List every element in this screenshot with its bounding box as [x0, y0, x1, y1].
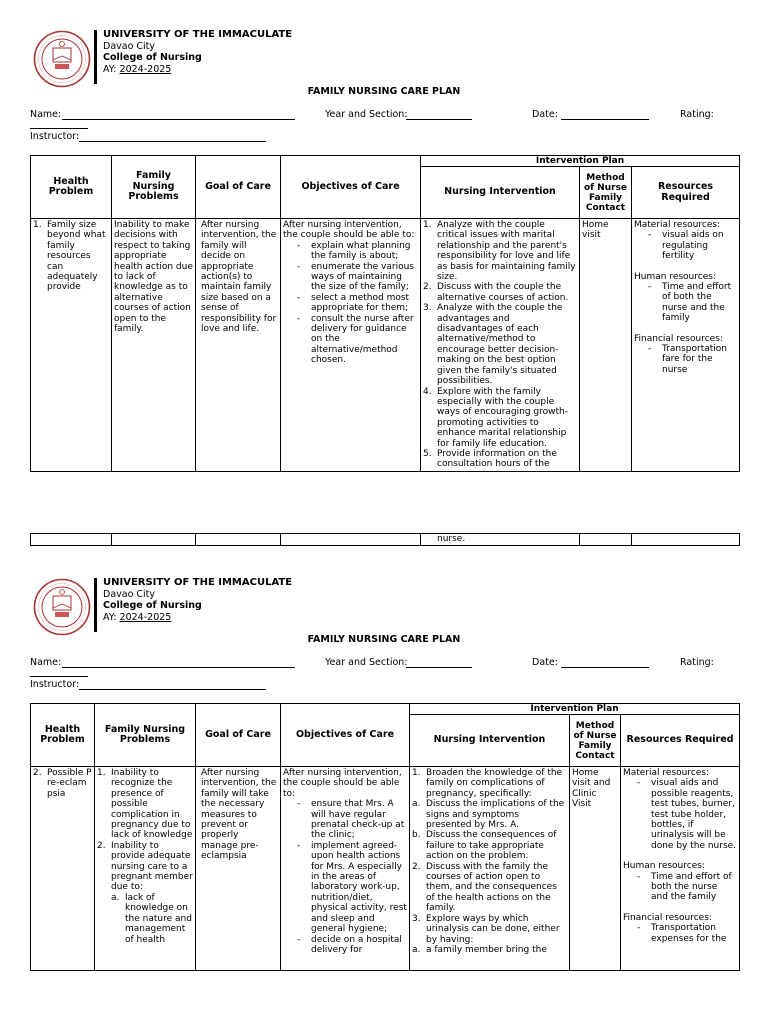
name-field[interactable]	[62, 667, 295, 668]
health-problem-cell: 1. Family size beyond what family resources can adequately provide	[31, 219, 112, 472]
continued-cell-empty	[632, 534, 740, 546]
year-section-label: Year and Section:	[325, 657, 408, 668]
year-section-field[interactable]	[406, 119, 472, 120]
header-family-nursing-problems: Family Nursing Problems	[95, 704, 196, 767]
rating-label: Rating:	[680, 109, 714, 120]
name-label: Name:	[30, 657, 62, 668]
form-title: FAMILY NURSING CARE PLAN	[307, 634, 461, 645]
rating-field[interactable]	[30, 676, 88, 677]
instructor-label: Instructor:	[30, 131, 80, 142]
header-objectives-of-care: Objectives of Care	[281, 156, 421, 219]
header-method-of-contact: Method of Nurse Family Contact	[570, 715, 621, 767]
header-intervention-plan: Intervention Plan	[421, 156, 740, 167]
header-intervention-plan: Intervention Plan	[410, 704, 740, 715]
academic-year: AY: 2024-2025	[103, 611, 172, 623]
continued-cell-empty	[196, 534, 281, 546]
name-field[interactable]	[62, 119, 295, 120]
goal-of-care-cell: After nursing intervention, the family will decide on appropriate action(s) to maintain family size based on a sense of responsibility for love and life.	[196, 219, 281, 472]
date-label: Date:	[532, 109, 558, 120]
header-family-nursing-problems: Family Nursing Problems	[112, 156, 196, 219]
college-name: College of Nursing	[103, 600, 202, 611]
family-nursing-problem-cell: Inability to make decisions with respect to taking appropriate health action due to lack of knowledge as to alternative courses of action open to the family.	[112, 219, 196, 472]
instructor-label: Instructor:	[30, 679, 80, 690]
university-seal-logo	[33, 30, 91, 88]
university-seal-logo	[33, 578, 91, 636]
year-section-field[interactable]	[406, 667, 472, 668]
header-divider	[94, 578, 97, 632]
objectives-cell: After nursing intervention, the couple should be able to: - ensure that Mrs. A will have regular prenatal check-up at the clinic; - implement agreed-upon health actions for Mrs. A especially in the areas of laboratory work-up, nutrition/diet, physical activity, rest and sleep and general hygiene; - decide on a hospital delivery for	[281, 767, 410, 971]
header-divider	[94, 30, 97, 84]
objectives-cell: After nursing intervention, the couple should be able to: - explain what planning the family is about; - enumerate the various ways of maintaining the size of the family; - select a method most appropriate for them; - consult the nurse after delivery for guidance on the alternative/method chosen.	[281, 219, 421, 472]
institution-header	[103, 577, 292, 623]
rating-field[interactable]	[30, 128, 88, 129]
header-objectives-of-care: Objectives of Care	[281, 704, 410, 767]
academic-year: AY: 2024-2025	[103, 63, 172, 75]
city: Davao City	[103, 588, 156, 600]
instructor-field[interactable]	[79, 141, 266, 142]
header-method-of-contact: Method of Nurse Family Contact	[580, 167, 632, 219]
college-name: College of Nursing	[103, 52, 202, 63]
nursing-intervention-cell: 1. Broaden the knowledge of the family on complications of pregnancy, specifically: a. Discuss the implications of the signs and symptoms presented by Mrs. A. b. Discuss the consequences of failure to take appropriate action on the problem. 2. Discuss with the family the courses of action open to them, and the consequences of the health actions on the family. 3. Explore ways by which urinalysis can be done, either by having: a. a family member bring the	[410, 767, 570, 971]
header-resources-required: Resources Required	[621, 715, 740, 767]
date-field[interactable]	[561, 667, 649, 668]
continued-cell-empty	[112, 534, 196, 546]
instructor-field[interactable]	[79, 689, 266, 690]
resources-cell: Material resources: - visual aids on regulating fertility Human resources: - Time and effort of both the nurse and the family Financial resources: - Transportation fare for the nurse	[632, 219, 740, 472]
university-name: UNIVERSITY OF THE IMMACULATE	[103, 29, 293, 40]
continued-cell-empty	[580, 534, 632, 546]
continued-cell-empty	[281, 534, 421, 546]
family-nursing-problem-cell: 1. Inability to recognize the presence of possible complication in pregnancy due to lack of knowledge 2. Inability to provide adequate nursing care to a pregnant member due to: a. lack of knowledge on the nature and management of health	[95, 767, 196, 971]
city: Davao City	[103, 40, 156, 52]
nursing-intervention-cell: 1. Analyze with the couple critical issues with marital relationship and the parent's responsibility for love and life as basis for maintaining family size. 2. Discuss with the couple the alternative courses of action. 3. Analyze with the couple the advantages and disadvantages of each alternative/method to encourage better decision-making on the best option given the family's situated possibilities. 4. Explore with the family especially with the couple ways of encouraging growth-promoting activities to enhance marital relationship for family life education. 5. Provide information on the consultation hours of the	[421, 219, 580, 472]
date-label: Date:	[532, 657, 558, 668]
resources-cell: Material resources: - visual aids and possible reagents, test tubes, burner, test tube holder, bottles, if urinalysis will be done by the nurse. Human resources: - Time and effort of both the nurse and the family Financial resources: - Transportation expenses for the	[621, 767, 740, 971]
health-problem-cell: 2. Possible Pre-eclampsia	[31, 767, 95, 971]
method-of-contact-cell: Home visit and Clinic Visit	[570, 767, 621, 971]
goal-of-care-cell: After nursing intervention, the family will take the necessary measures to prevent or properly manage pre-eclampsia	[196, 767, 281, 971]
institution-header	[103, 29, 292, 75]
header-nursing-intervention: Nursing Intervention	[421, 167, 580, 219]
header-health-problem: Health Problem	[31, 156, 112, 219]
rating-label: Rating:	[680, 657, 714, 668]
header-resources-required: Resources Required	[632, 167, 740, 219]
method-of-contact-cell: Home visit	[580, 219, 632, 472]
header-goal-of-care: Goal of Care	[196, 156, 281, 219]
year-section-label: Year and Section:	[325, 109, 408, 120]
header-health-problem: Health Problem	[31, 704, 95, 767]
care-plan-table-1-continued	[30, 533, 740, 546]
name-label: Name:	[30, 109, 62, 120]
date-field[interactable]	[561, 119, 649, 120]
header-nursing-intervention: Nursing Intervention	[410, 715, 570, 767]
continued-cell-empty	[31, 534, 112, 546]
university-name: UNIVERSITY OF THE IMMACULATE	[103, 577, 293, 588]
intervention-continued-cell: nurse.	[421, 534, 580, 546]
care-plan-table-1	[30, 155, 740, 472]
form-title: FAMILY NURSING CARE PLAN	[307, 86, 461, 97]
header-goal-of-care: Goal of Care	[196, 704, 281, 767]
care-plan-table-2	[30, 703, 740, 971]
